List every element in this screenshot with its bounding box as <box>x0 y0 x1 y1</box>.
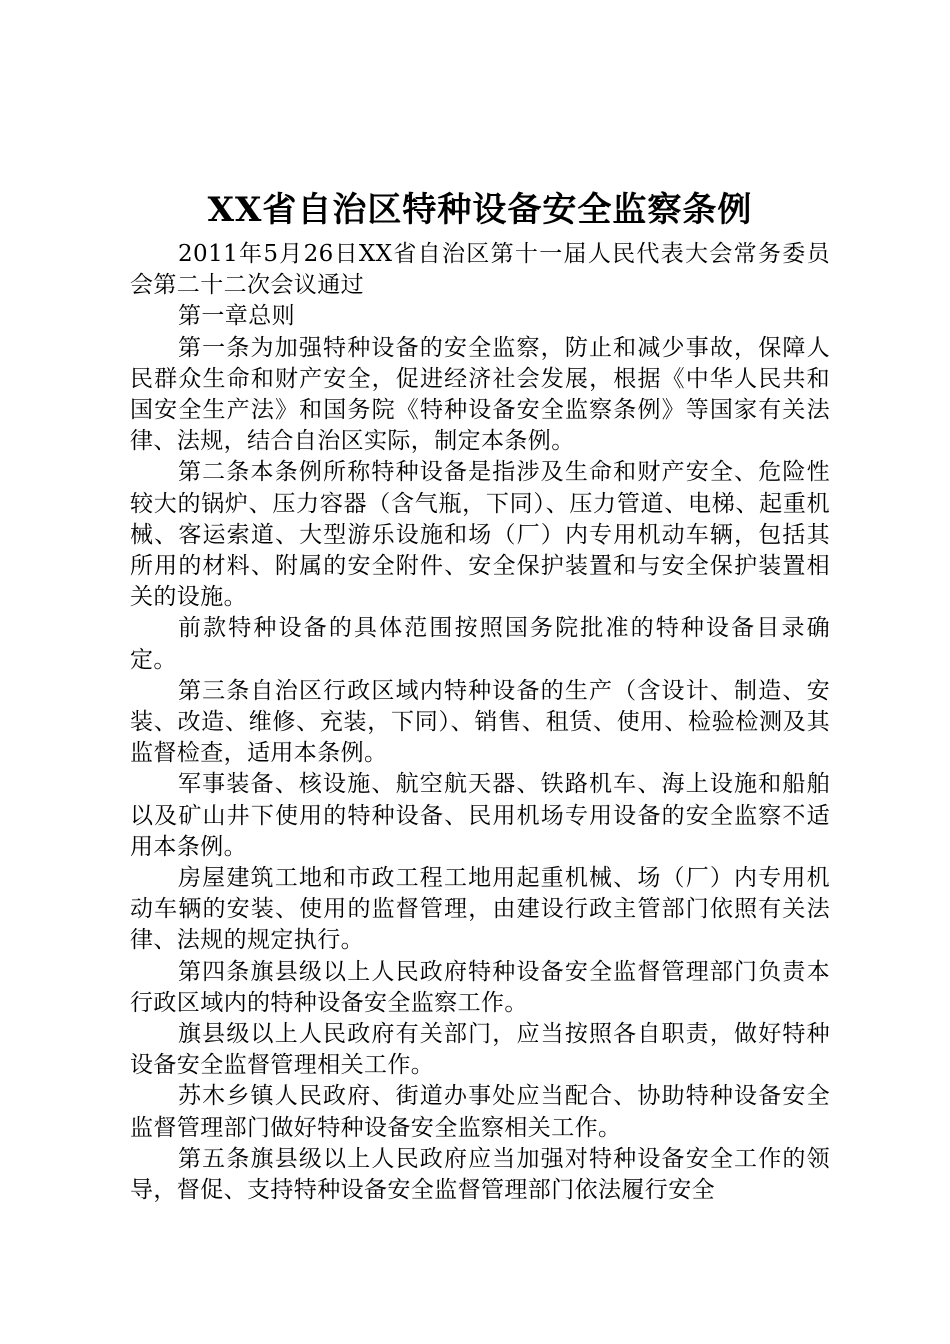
article-4: 第四条旗县级以上人民政府特种设备安全监督管理部门负责本行政区域内的特种设备安全监察工作。 <box>130 958 830 1016</box>
article-3-clause-2: 军事装备、核设施、航空航天器、铁路机车、海上设施和船舶以及矿山井下使用的特种设备、民用机场专用设备的安全监察不适用本条例。 <box>130 771 830 860</box>
article-2: 第二条本条例所称特种设备是指涉及生命和财产安全、危险性较大的锅炉、压力容器（含气瓶，下同）、压力管道、电梯、起重机械、客运索道、大型游乐设施和场（厂）内专用机动车辆，包括其所用的材料、附属的安全附件、安全保护装置和与安全保护装置相关的设施。 <box>130 459 830 611</box>
adoption-note: 2011年5月26日XX省自治区第十一届人民代表大会常务委员会第二十二次会议通过 <box>130 241 830 299</box>
article-4-clause-3: 苏木乡镇人民政府、街道办事处应当配合、协助特种设备安全监督管理部门做好特种设备安全监察相关工作。 <box>130 1083 830 1141</box>
document-page <box>130 183 830 1206</box>
article-3-clause-3: 房屋建筑工地和市政工程工地用起重机械、场（厂）内专用机动车辆的安装、使用的监督管理，由建设行政主管部门依照有关法律、法规的规定执行。 <box>130 865 830 954</box>
article-4-clause-2: 旗县级以上人民政府有关部门，应当按照各自职责，做好特种设备安全监督管理相关工作。 <box>130 1021 830 1079</box>
document-title: XX省自治区特种设备安全监察条例 <box>207 190 753 230</box>
article-3: 第三条自治区行政区域内特种设备的生产（含设计、制造、安装、改造、维修、充装，下同）、销售、租赁、使用、检验检测及其监督检查，适用本条例。 <box>130 677 830 767</box>
article-2-clause-2: 前款特种设备的具体范围按照国务院批准的特种设备目录确定。 <box>130 615 830 673</box>
article-1: 第一条为加强特种设备的安全监察，防止和减少事故，保障人民群众生命和财产安全，促进经济社会发展，根据《中华人民共和国安全生产法》和国务院《特种设备安全监察条例》等国家有关法律、法规，结合自治区实际，制定本条例。 <box>130 334 830 455</box>
article-5: 第五条旗县级以上人民政府应当加强对特种设备安全工作的领导，督促、支持特种设备安全监督管理部门依法履行安全 <box>130 1145 830 1204</box>
chapter-heading: 第一章总则 <box>178 303 295 330</box>
